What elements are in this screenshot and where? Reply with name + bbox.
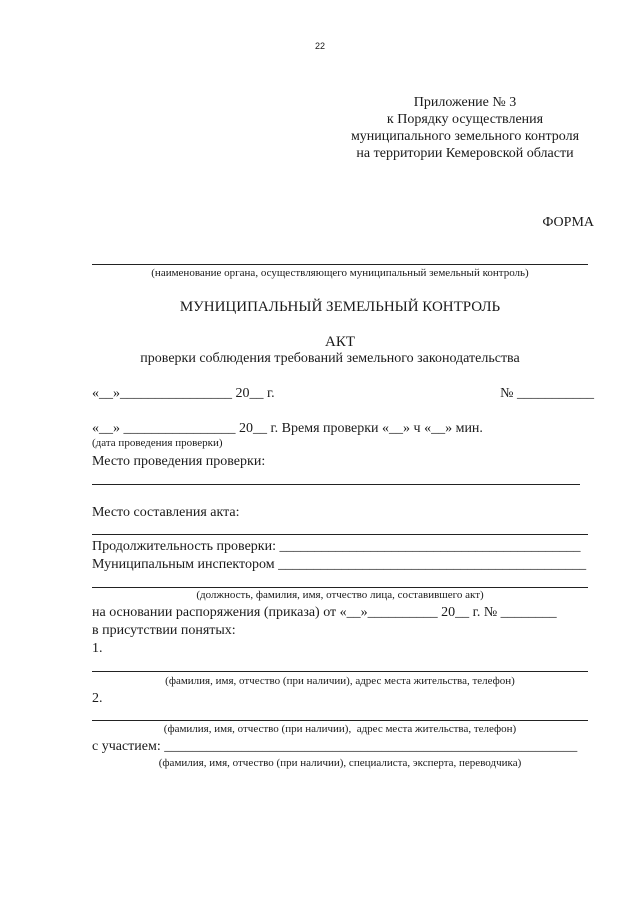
appendix-line-2: к Порядку осуществления [386, 112, 544, 127]
participation-caption: (фамилия, имя, отчество (при наличии), специалиста, эксперта, переводчика) [158, 757, 522, 769]
act-subtitle: проверки соблюдения требований земельного законодательства [140, 351, 520, 366]
witness-1-number: 1. [92, 641, 103, 656]
act-place-line[interactable] [92, 534, 588, 535]
control-title: МУНИЦИПАЛЬНЫЙ ЗЕМЕЛЬНЫЙ КОНТРОЛЬ [179, 299, 501, 315]
appendix-line-3: муниципального земельного контроля [350, 129, 580, 144]
page-number: 22 [314, 41, 325, 51]
witness-1-line[interactable] [92, 671, 588, 672]
participation-field[interactable]: с участием: ___________________________________________________________ [92, 739, 578, 754]
witness-2-number: 2. [92, 691, 103, 706]
check-place-line[interactable] [92, 484, 580, 485]
inspector-caption: (должность, фамилия, имя, отчество лица, составившего акт) [196, 589, 484, 601]
witness-1-caption: (фамилия, имя, отчество (при наличии), адрес места жительства, телефон) [165, 675, 515, 687]
order-field[interactable]: на основании распоряжения (приказа) от «__»__________ 20__ г. № ________ [92, 605, 557, 620]
inspector-line[interactable] [92, 587, 588, 588]
appendix-line-1: Приложение № 3 [413, 95, 517, 110]
witness-2-caption: (фамилия, имя, отчество (при наличии), адрес места жительства, телефон) [163, 723, 517, 735]
org-name-line [92, 264, 588, 265]
form-label: ФОРМА [542, 215, 594, 230]
check-date-caption: (дата проведения проверки) [92, 437, 223, 449]
appendix-line-4: на территории Кемеровской области [356, 146, 574, 161]
org-name-caption: (наименование органа, осуществляющего муниципальный земельный контроль) [151, 267, 529, 279]
witnesses-label: в присутствии понятых: [92, 623, 236, 638]
act-title: АКТ [325, 334, 355, 350]
duration-field[interactable]: Продолжительность проверки: ___________________________________________ [92, 539, 581, 554]
act-place-label: Место составления акта: [92, 505, 240, 520]
check-date-time-field[interactable]: «__» ________________ 20__ г. Время проверки «__» ч «__» мин. [92, 421, 483, 436]
check-place-label: Место проведения проверки: [92, 454, 266, 469]
act-number-field[interactable]: № ___________ [500, 386, 594, 401]
inspector-field[interactable]: Муниципальным инспектором ____________________________________________ [92, 557, 587, 572]
witness-2-line[interactable] [92, 720, 588, 721]
act-date-field[interactable]: «__»________________ 20__ г. [92, 386, 275, 401]
